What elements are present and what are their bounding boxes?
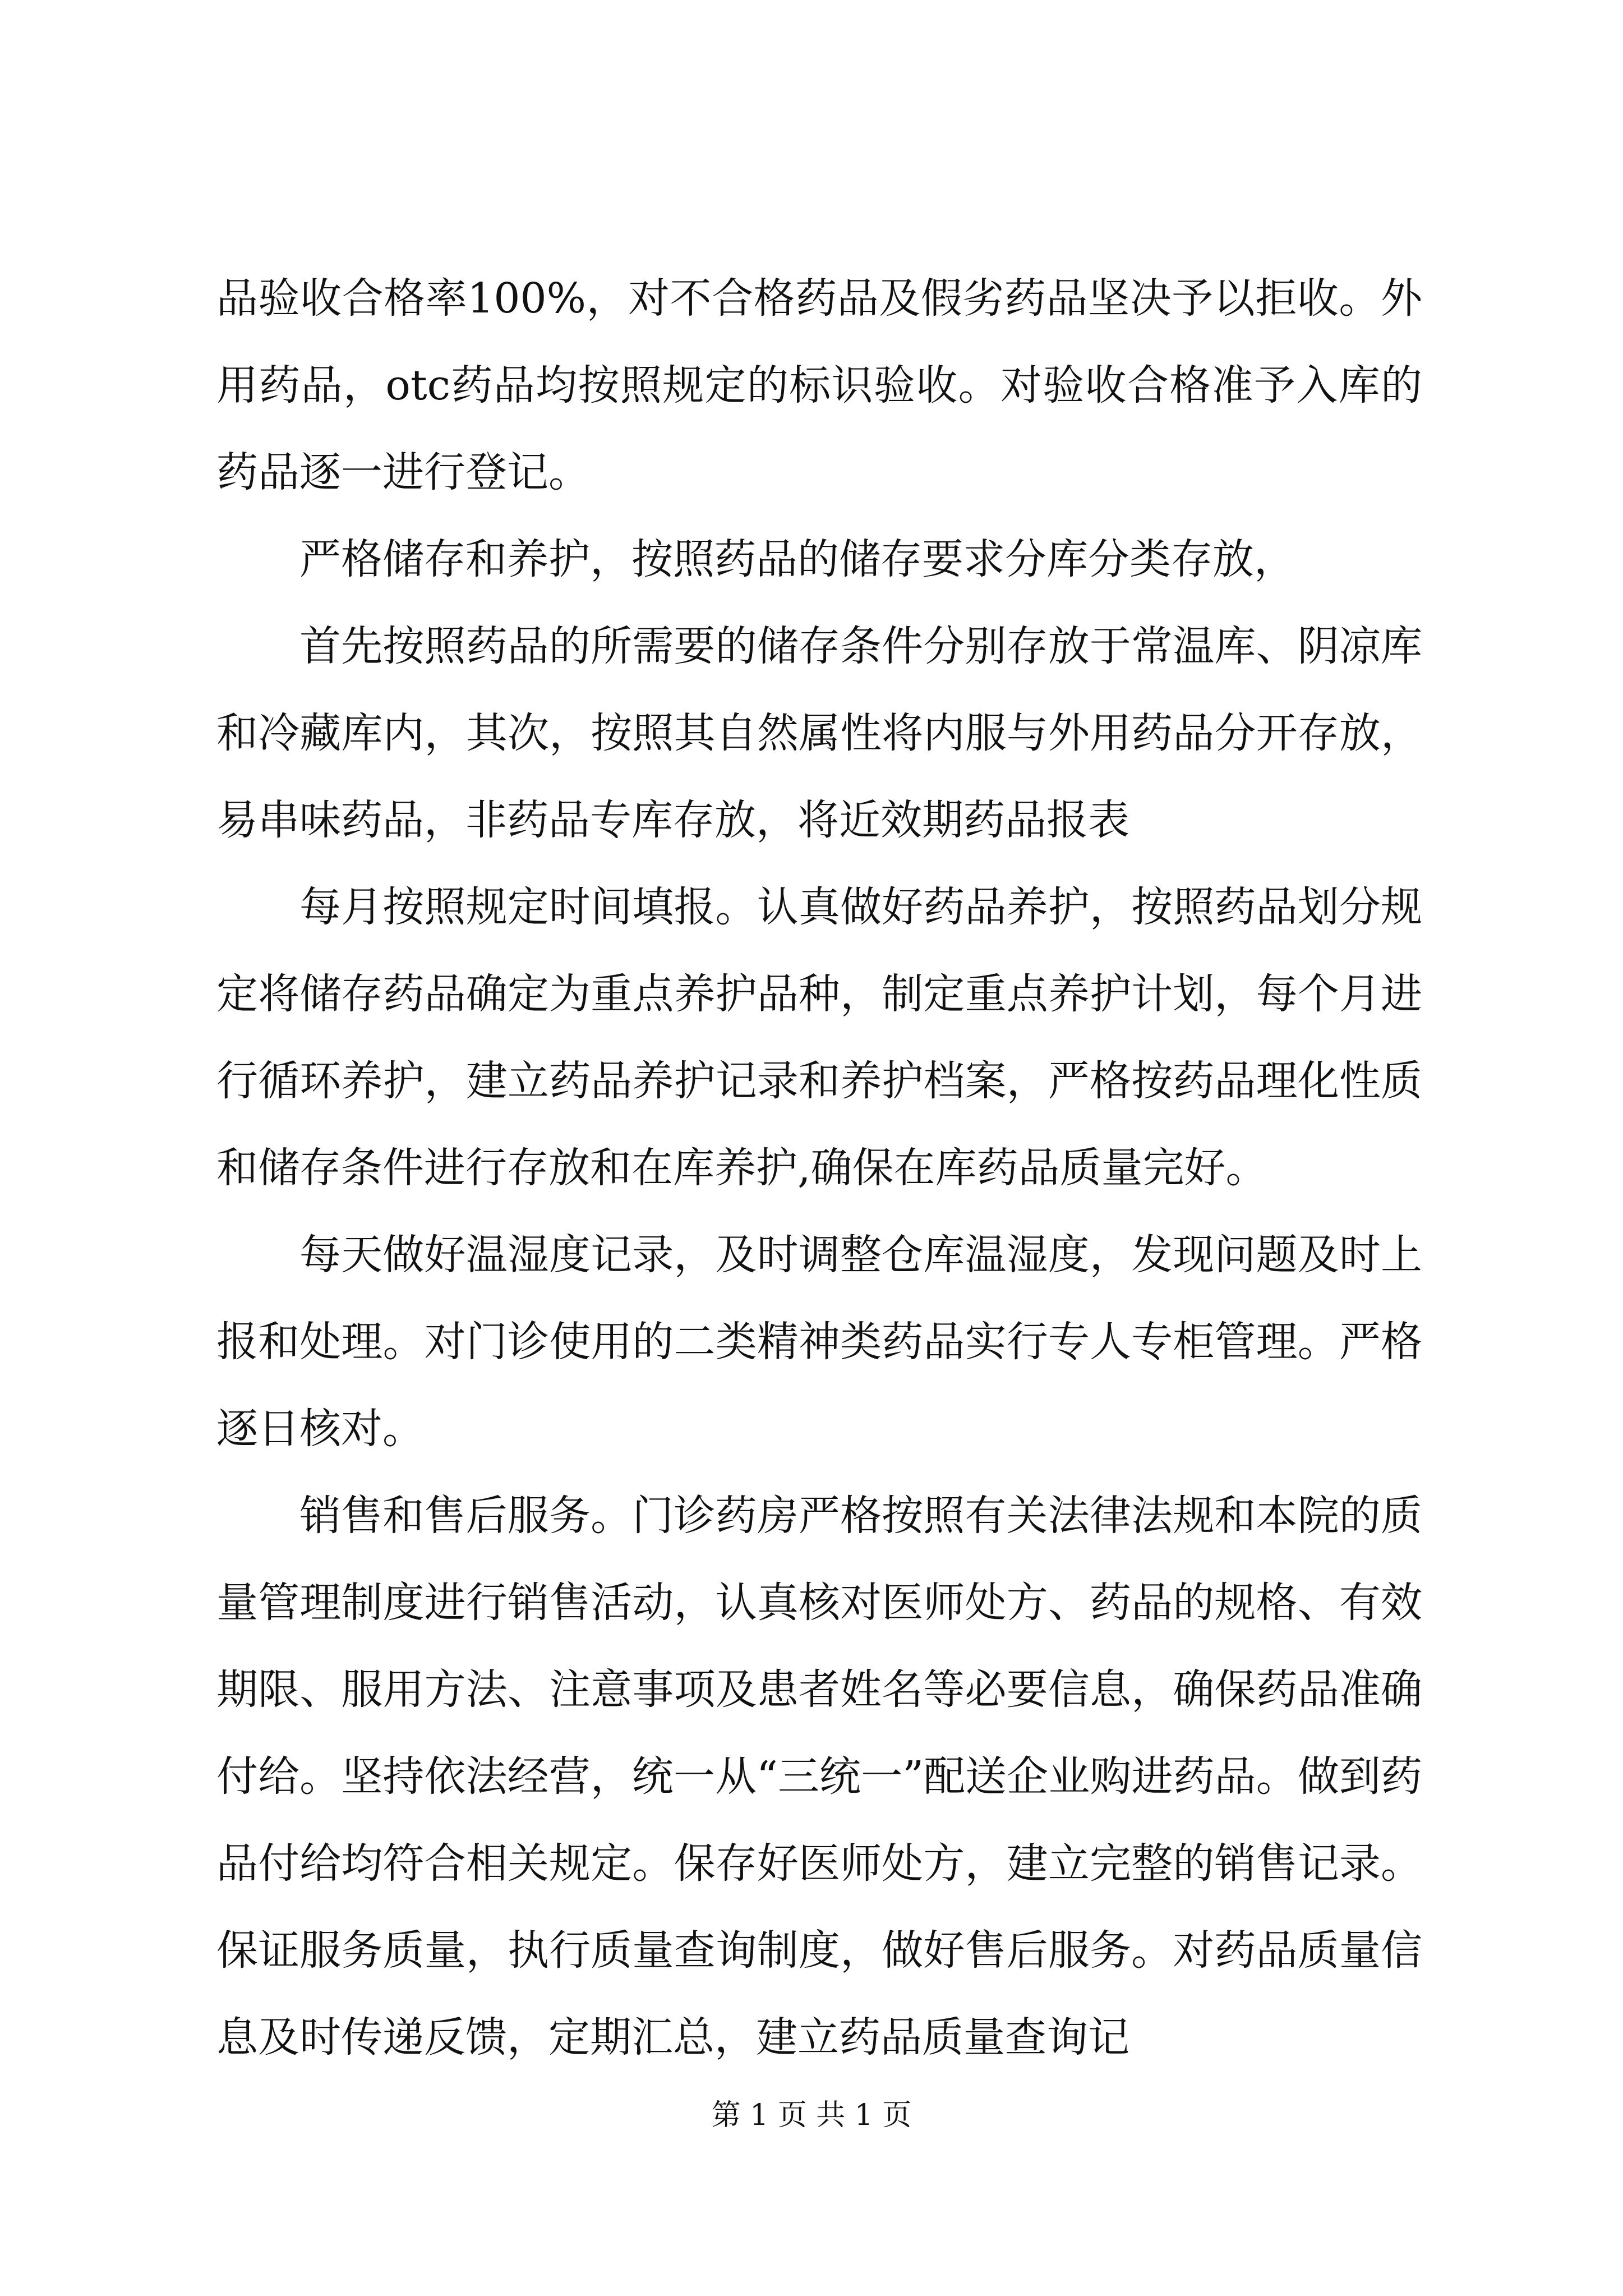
paragraph-3: 首先按照药品的所需要的储存条件分别存放于常温库、阴凉库和冷藏库内，其次，按照其自然属性将内服与外用药品分开存放，易串味药品，非药品专库存放，将近效期药品报表 — [216, 622, 1422, 844]
paragraph-5: 每天做好温湿度记录，及时调整仓库温湿度，发现问题及时上报和处理。对门诊使用的二类精神类药品实行专人专柜管理。严格逐日核对。 — [216, 1231, 1422, 1453]
document-body — [216, 255, 1422, 2081]
page-number-footer: 第 1 页 共 1 页 — [711, 2099, 912, 2132]
paragraph-1: 品验收合格率100%，对不合格药品及假劣药品坚决予以拒收。外用药品，otc药品均按照规定的标识验收。对验收合格准予入库的药品逐一进行登记。 — [216, 274, 1422, 496]
paragraph-4: 每月按照规定时间填报。认真做好药品养护，按照药品划分规定将储存药品确定为重点养护品种，制定重点养护计划，每个月进行循环养护，建立药品养护记录和养护档案，严格按药品理化性质和储存条件进行存放和在库养护,确保在库药品质量完好。 — [216, 883, 1422, 1192]
paragraph-6: 销售和售后服务。门诊药房严格按照有关法律法规和本院的质量管理制度进行销售活动，认真核对医师处方、药品的规格、有效期限、服用方法、注意事项及患者姓名等必要信息，确保药品准确付给。坚持依法经营，统一从“三统一”配送企业购进药品。做到药品付给均符合相关规定。保存好医师处方，建立完整的销售记录。保证服务质量，执行质量查询制度，做好售后服务。对药品质量信息及时传递反馈，定期汇总，建立药品质量查询记 — [216, 1492, 1422, 2062]
paragraph-2: 严格储存和养护，按照药品的储存要求分库分类存放， — [299, 535, 1295, 583]
